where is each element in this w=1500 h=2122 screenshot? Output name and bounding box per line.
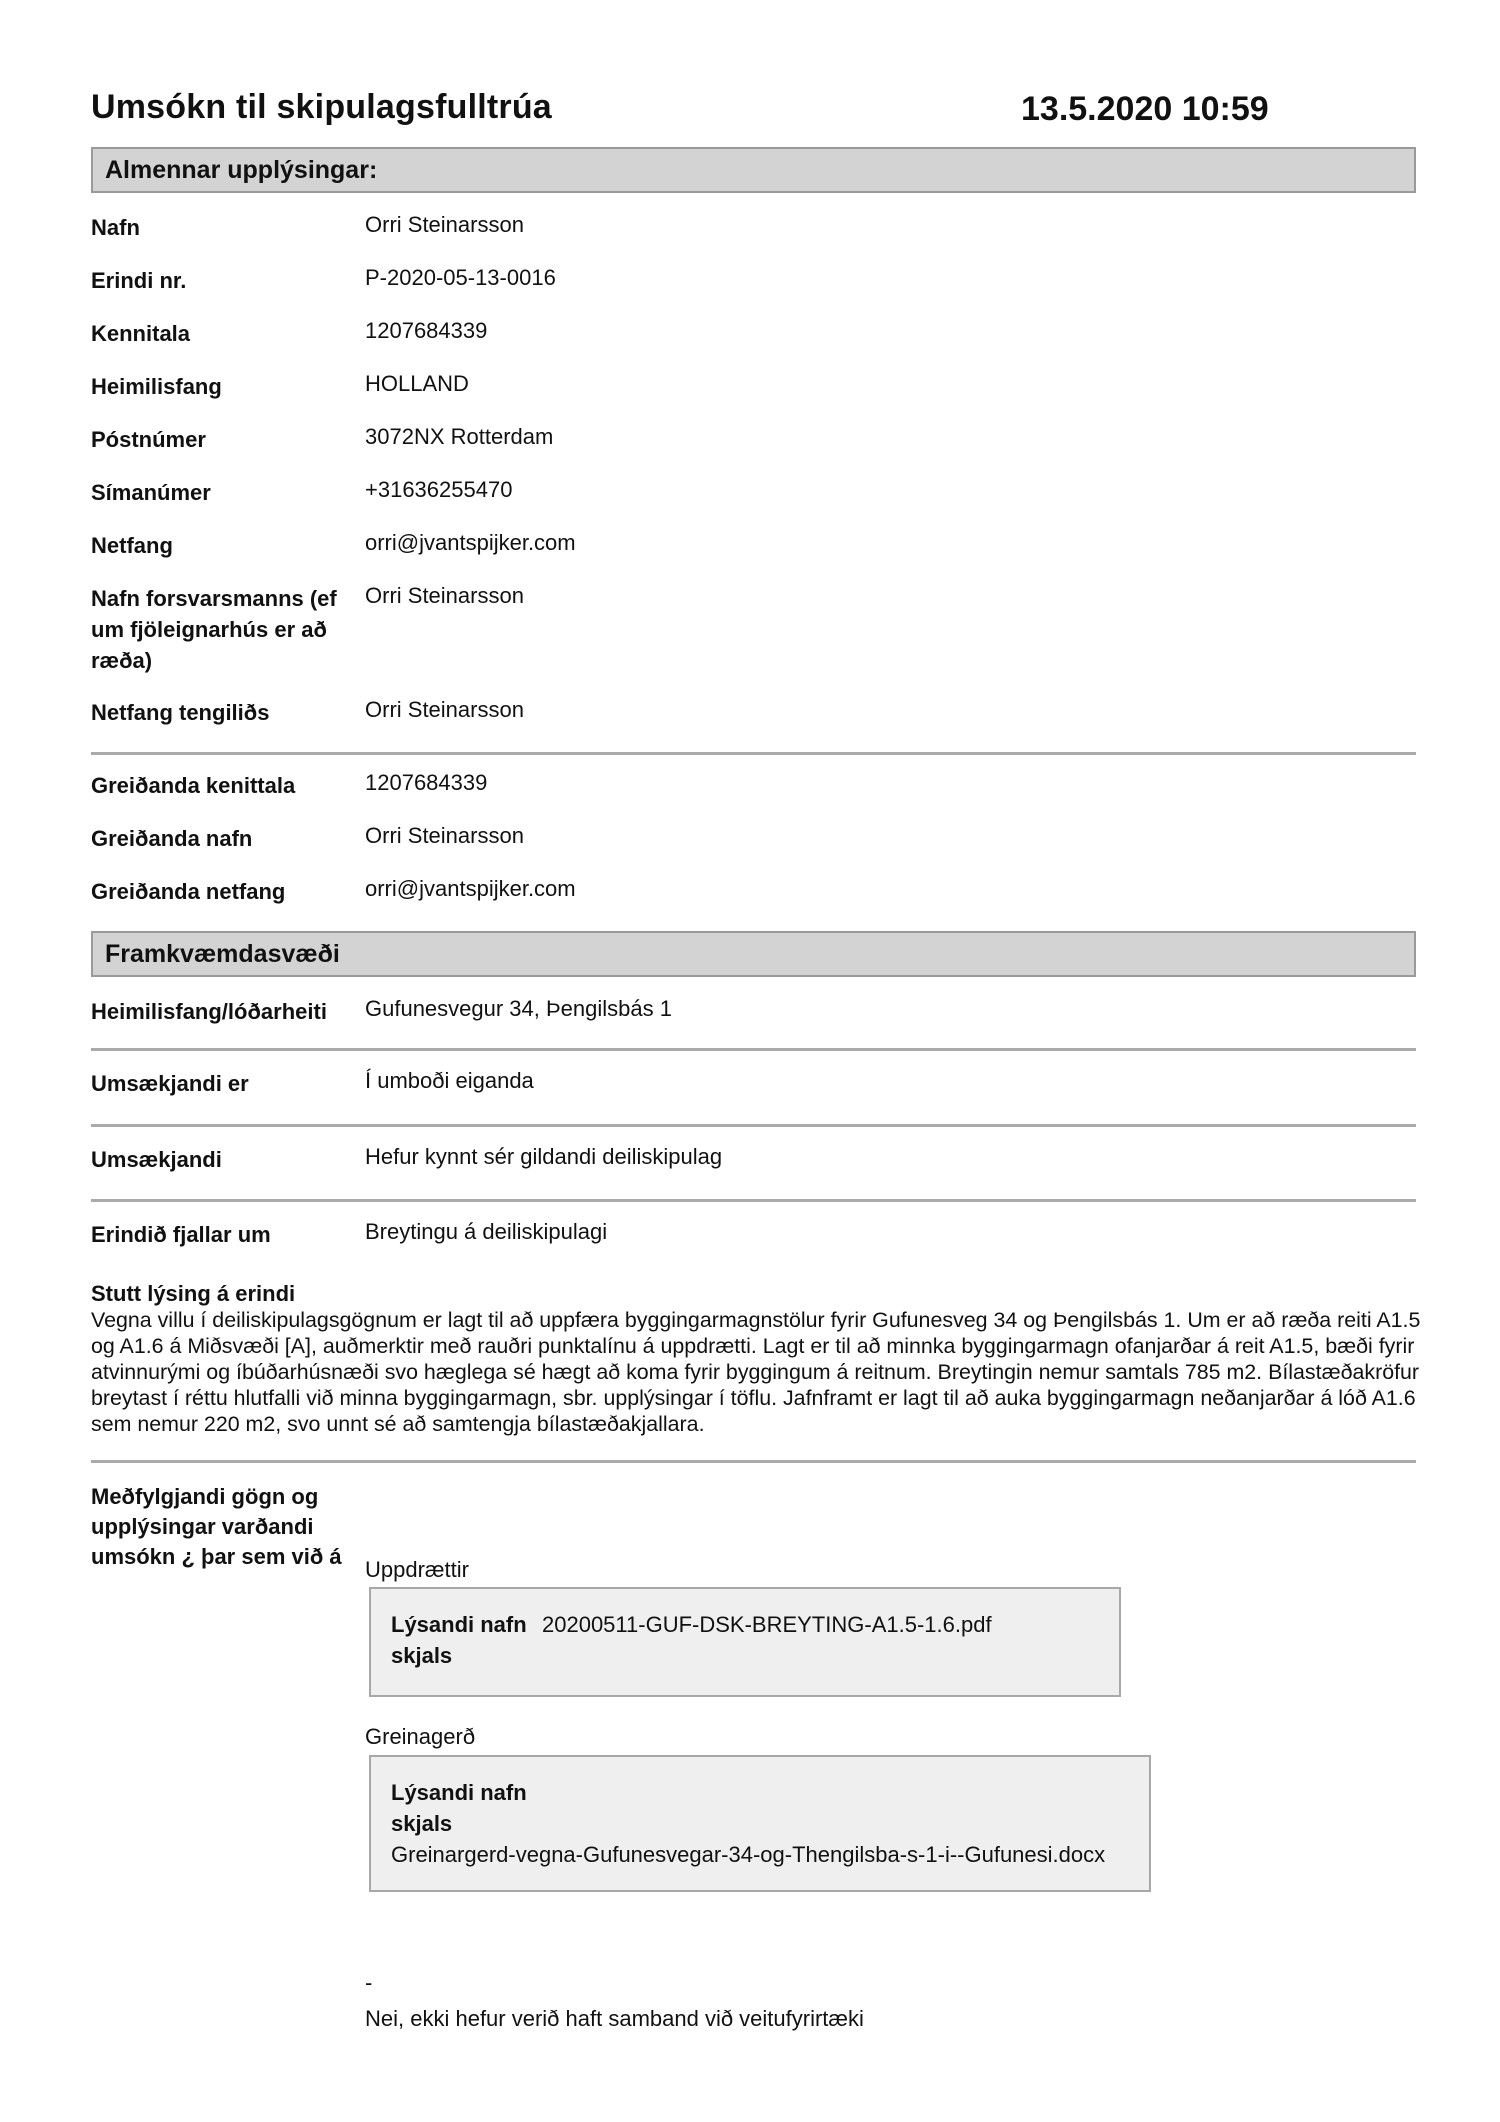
document-datetime: 13.5.2020 10:59 <box>1021 90 1269 128</box>
field-value: orri@jvantspijker.com <box>365 876 576 901</box>
field-value: Breytingu á deiliskipulagi <box>365 1219 608 1244</box>
divider <box>91 1048 1416 1051</box>
field-label: Nafn forsvarsmanns (ef um fjöleignarhús er að ræða) <box>91 586 337 673</box>
field-label: Erindið fjallar um <box>91 1222 271 1247</box>
field-label: Kennitala <box>91 321 191 346</box>
document-title: Umsókn til skipulagsfulltrúa <box>91 88 552 126</box>
section-header-site: Framkvæmdasvæði <box>91 931 1416 977</box>
divider <box>91 1124 1416 1127</box>
file-label: Lýsandi nafn skjals <box>391 1780 527 1836</box>
field-label: Umsækjandi <box>91 1147 222 1172</box>
description-text: Vegna villu í deiliskipulagsgögnum er lagt til að uppfæra byggingarmagnstölur fyrir Gufunesveg 34 og Þengilsbás 1. Um er að ræða reiti A1.5 og A1.6 á Miðsvæði [A], auðmerktir með rauðri punktalínu á uppdrætti. Lagt er til að minnka byggingarmagn ofanjarðar á reit A1.5, bæði fyrir atvinnurými og íbúðarhúsnæði svo hæglega sé hægt að koma fyrir byggingum á reitnum. Breytingin nemur samtals 785 m2. Bílastæðakröfur breytast í réttu hlutfalli við minna byggingarmagn, sbr. upplýsingar í töflu. Jafnframt er lagt til að auka byggingarmagn neðanjarðar á lóð A1.6 sem nemur 220 m2, svo unnt sé að samtengja bílastæðakjallara. <box>91 1308 1421 1436</box>
field-value: Orri Steinarsson <box>365 212 524 237</box>
field-label: Heimilisfang <box>91 374 222 399</box>
field-value: orri@jvantspijker.com <box>365 530 576 555</box>
dash-text: - <box>365 1970 373 1995</box>
field-value: HOLLAND <box>365 371 469 396</box>
utility-contact-note: Nei, ekki hefur verið haft samband við veitufyrirtæki <box>365 2006 864 2031</box>
attachments-label: Meðfylgjandi gögn og upplýsingar varðandi umsókn ¿ þar sem við á <box>91 1484 342 1569</box>
field-label: Heimilisfang/lóðarheiti <box>91 999 327 1024</box>
field-value: 3072NX Rotterdam <box>365 424 554 449</box>
field-label: Greiðanda kenittala <box>91 773 296 798</box>
field-value: Gufunesvegur 34, Þengilsbás 1 <box>365 996 672 1021</box>
field-value: P-2020-05-13-0016 <box>365 265 556 290</box>
field-label: Netfang <box>91 533 173 558</box>
field-label: Erindi nr. <box>91 268 187 293</box>
section-header-general: Almennar upplýsingar: <box>91 147 1416 193</box>
file-label: Lýsandi nafn skjals <box>391 1612 527 1668</box>
divider <box>91 1199 1416 1202</box>
file-name[interactable]: 20200511-GUF-DSK-BREYTING-A1.5-1.6.pdf <box>542 1612 992 1637</box>
field-value: +31636255470 <box>365 477 513 502</box>
field-label: Póstnúmer <box>91 427 206 452</box>
divider <box>91 1460 1416 1463</box>
description-label: Stutt lýsing á erindi <box>91 1281 296 1306</box>
field-label: Nafn <box>91 215 140 240</box>
field-value: 1207684339 <box>365 770 488 795</box>
attachment-file-box <box>369 1587 1121 1697</box>
attachment-group-title: Greinagerð <box>365 1724 476 1749</box>
field-value: Orri Steinarsson <box>365 583 524 608</box>
field-value: Í umboði eiganda <box>365 1068 534 1093</box>
field-label: Netfang tengiliðs <box>91 700 270 725</box>
field-value: Orri Steinarsson <box>365 697 524 722</box>
file-name[interactable]: Greinargerd-vegna-Gufunesvegar-34-og-Thengilsba-s-1-i--Gufunesi.docx <box>391 1842 1106 1867</box>
field-value: Orri Steinarsson <box>365 823 524 848</box>
field-value: 1207684339 <box>365 318 488 343</box>
field-label: Símanúmer <box>91 480 211 505</box>
attachment-file-box <box>369 1755 1151 1892</box>
field-value: Hefur kynnt sér gildandi deiliskipulag <box>365 1144 723 1169</box>
field-label: Greiðanda nafn <box>91 826 253 851</box>
field-label: Greiðanda netfang <box>91 879 286 904</box>
divider <box>91 752 1416 755</box>
attachment-group-title: Uppdrættir <box>365 1557 469 1582</box>
field-label: Umsækjandi er <box>91 1071 249 1096</box>
